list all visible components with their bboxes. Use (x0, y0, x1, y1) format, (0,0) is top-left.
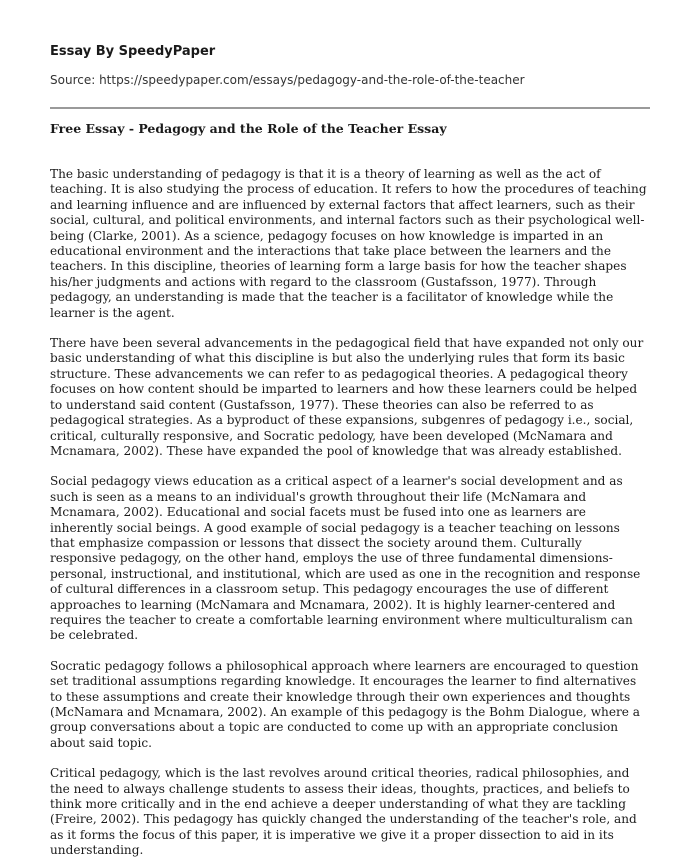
paragraph: Socratic pedagogy follows a philosophical approach where learners are encouraged to question set traditional assumptions regarding knowledge. It encourages the learner to find alternatives to these assumptions and create their knowledge through their own experiences and thoughts (McNamara and Mcnamara, 2002). An example of this pedagogy is the Bohm Dialogue, where a group conversations about a topic are conducted to come up with an appropriate conclusion about said topic. (50, 658, 640, 750)
source-line: Source: https://speedypaper.com/essays/pedagogy-and-the-role-of-the-teacher (50, 73, 525, 87)
paragraph: There have been several advancements in the pedagogical field that have expanded not only our basic understanding of what this discipline is but also the underlying rules that form its basic structure. These advancements we can refer to as pedagogical theories. A pedagogical theory focuses on how content should be imparted to learners and how these learners could be helped to understand said content (Gustafsson, 1977). These theories can also be referred to as pedagogical strategies. As a byproduct of these expansions, subgenres of pedagogy i.e., social, critical, culturally responsive, and Socratic pedology, have been developed (McNamara and Mcnamara, 2002). These have expanded the pool of knowledge that was already established. (50, 336, 644, 458)
paragraph: Critical pedagogy, which is the last revolves around critical theories, radical philosophies, and the need to always challenge students to assess their ideas, thoughts, practices, and beliefs to think more critically and in the end achieve a deeper understanding of what they are tackling (Freire, 2002). This pedagogy has quickly changed the understanding of the teacher's role, and as it forms the focus of this paper, it is imperative we give it a proper dissection to aid in its understanding. (50, 766, 637, 858)
essay-body (50, 167, 648, 859)
divider (50, 107, 650, 109)
essay-by-heading: Essay By SpeedyPaper (50, 44, 216, 59)
essay-title: Free Essay - Pedagogy and the Role of the Teacher Essay (50, 121, 447, 136)
paragraph: Social pedagogy views education as a critical aspect of a learner's social development and as such is seen as a means to an individual's growth throughout their life (McNamara and Mcnamara, 2002). Educational and social facets must be fused into one as learners are inherently social beings. A good example of social pedagogy is a teacher teaching on lessons that emphasize compassion or lessons that dissect the society around them. Culturally responsive pedagogy, on the other hand, employs the use of three fundamental dimensions- personal, instructional, and institutional, which are used as one in the recognition and response of cultural differences in a classroom setup. This pedagogy encourages the use of different approaches to learning (McNamara and Mcnamara, 2002). It is highly learner-centered and requires the teacher to create a comfortable learning environment where multiculturalism can be celebrated. (50, 474, 641, 643)
paragraph: The basic understanding of pedagogy is that it is a theory of learning as well as the act of teaching. It is also studying the process of education. It refers to how the procedures of teaching and learning influence and are influenced by external factors that affect learners, such as their social, cultural, and political environments, and internal factors such as their psychological well-being (Clarke, 2001). As a science, pedagogy focuses on how knowledge is imparted in an educational environment and the interactions that take place between the learners and the teachers. In this discipline, theories of learning form a large basis for how the teacher shapes his/her judgments and actions with regard to the classroom (Gustafsson, 1977). Through pedagogy, an understanding is made that the teacher is a facilitator of knowledge while the learner is the agent. (50, 167, 647, 320)
